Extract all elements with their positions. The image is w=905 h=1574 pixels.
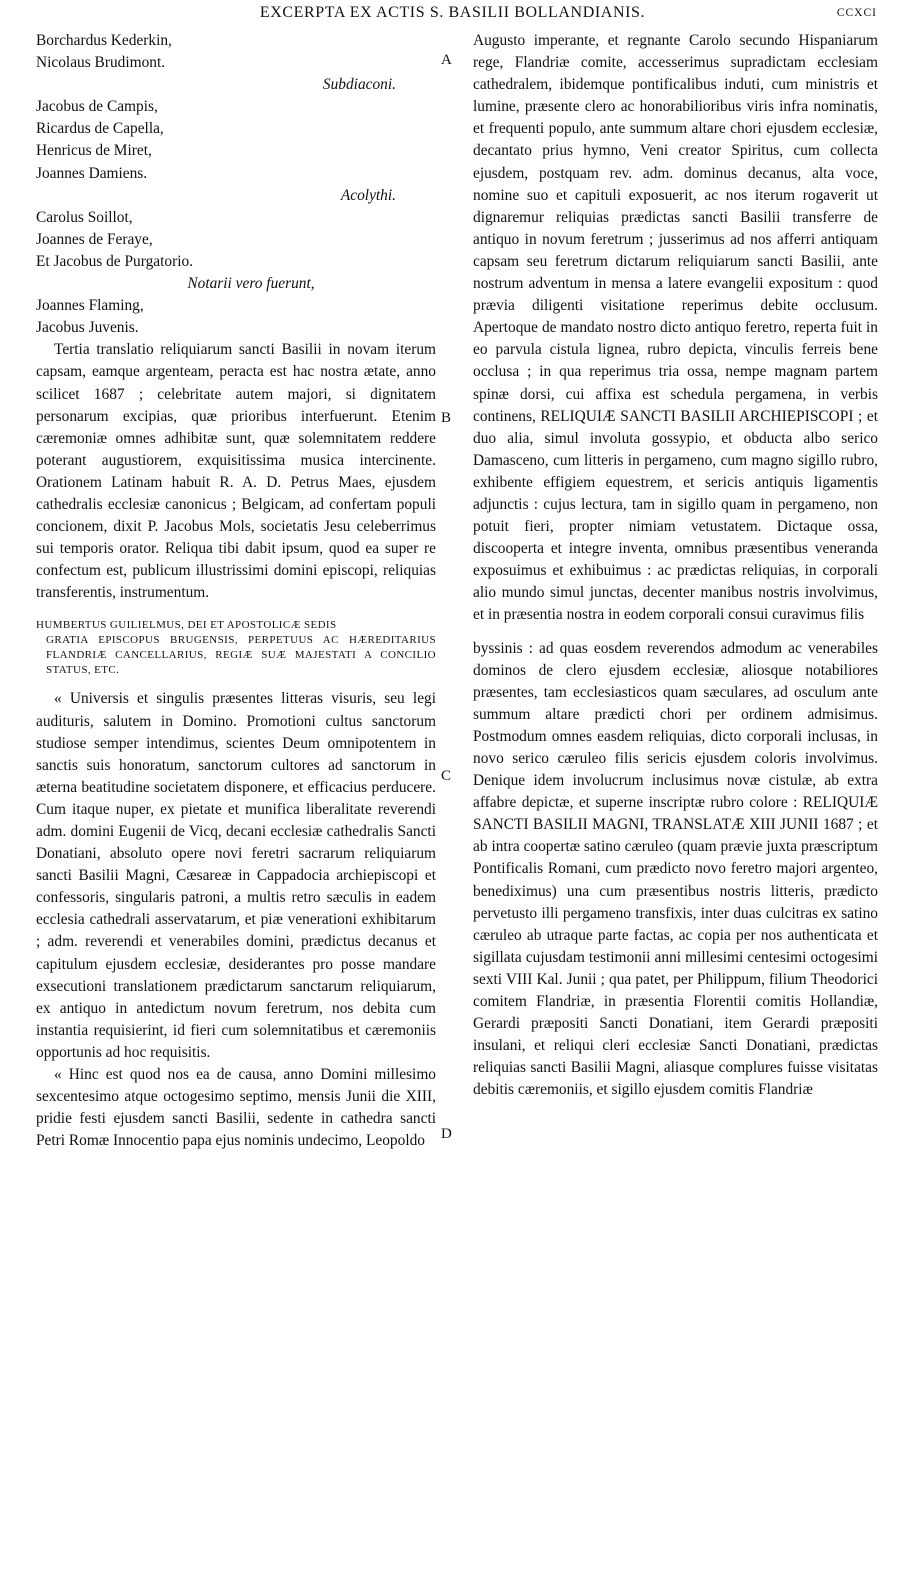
subdiaconi-heading: Subdiaconi. <box>322 76 396 94</box>
name-line: Jacobus de Campis, <box>36 98 158 116</box>
name-line: Joannes de Feraye, <box>36 230 153 248</box>
paragraph-universis: « Universis et singulis præsentes litteras visuris, seu legi audituris, salutem in Domino. Promotioni cultus sanctorum studiose semper intendimus, scientes Deum omnipotentem in sanctis suis honoratum, sanctorum cultores ad sanctorum in æterna beatitudine societatem disponere, et efficacius perducere. Cum itaque nuper, ex pietate et munifica liberalitate reverendi adm. domini Eugenii de Vicq, decani ecclesiæ cathedralis Sancti Donatiani, absoluto opere novi feretri sacrarum reliquiarum sancti Basilii Magni, Cæsareæ in Cappadocia archiepiscopi et confessoris, singularis patroni, a multis retro sæculis in eadem ecclesia cathedrali asservatarum, et piæ venerationi exhibitarum ; adm. reverendi et venerabiles domini, prædictus decanus et capitulum ejusdem ecclesiæ, desiderantes pro posse mandare exsecutioni translationem prædictarum sanctarum reliquiarum, ex antiquo in antedictum novum feretrum, nos debita cum instantia requisierint, id fieri cum solemnitatibus et cæremoniis opportunis ad hoc requisitis. <box>36 690 436 1061</box>
running-head: EXCERPTA EX ACTIS S. BASILII BOLLANDIANIS. <box>259 4 646 21</box>
margin-letter-c: C <box>441 768 452 784</box>
name-line: Ricardus de Capella, <box>36 120 164 138</box>
margin-letter-d: D <box>441 1126 452 1142</box>
name-line: Nicolaus Brudimont. <box>36 54 166 72</box>
margin-letter-a: A <box>441 52 452 68</box>
name-line: Jacobus Juvenis. <box>36 319 139 337</box>
column-break-spacer <box>473 627 878 638</box>
name-line: Carolus Soillot, <box>36 208 133 226</box>
name-line: Borchardus Kederkin, <box>36 32 172 49</box>
acolythi-heading: Acolythi. <box>340 186 396 204</box>
name-line: Joannes Flaming, <box>36 297 144 315</box>
page-header <box>0 4 905 26</box>
name-line: Henricus de Miret, <box>36 142 152 160</box>
episcopal-title-rest: GRATIA EPISCOPUS BRUGENSIS, PERPETUUS AC HÆREDITARIUS FLANDRIÆ CANCELLARIUS, REGIÆ SUÆ MAJESTATI A CONCILIO STATUS, ETC. <box>46 634 436 677</box>
right-column <box>473 30 878 1102</box>
name-line: Joannes Damiens. <box>36 164 148 182</box>
name-line: Et Jacobus de Purgatorio. <box>36 252 194 270</box>
notarii-heading: Notarii vero fuerunt, <box>187 275 315 293</box>
page-number: CCXCI <box>836 7 877 19</box>
episcopal-title <box>36 618 436 678</box>
paragraph-byssinis: byssinis : ad quas eosdem reverendos admodum ac venerabiles dominos de clero ejusdem ecclesiæ, aliosque notabiliores præsentes, tam ecclesiasticos quam sæculares, ad osculum ante summum altare prædicti chori per ordinem admisimus. Postmodum omnes easdem reliquias, dicto corporali inclusas, in novo serico cæruleo filis sericis ejusdem coloris involvimus. Denique idem involucrum inclusimus novæ cistulæ, ab extra affabre depictæ, et superne inscriptæ rubro colore : RELIQUIÆ SANCTI BASILII MAGNI, TRANSLATÆ XIII JUNII 1687 ; et ab intra coopertæ satino cæruleo (quam prævie juxta præscriptum Pontificalis Romani, cum prædicto novo feretro majori argenteo, benediximus) una cum præsentibus nostris litteris, prædicto pervetusto illi pergameno transfixis, inter duas culcitras ex satino cæruleo ab utraque parte factas, ac copia per nos authenticata et sigillata cujusdam testimonii anni millesimi centesimi octogesimi sexti VIII Kal. Junii ; qua patet, per Philippum, filium Theodorici comitem Flandriæ, in præsentia Florentii comitis Hollandiæ, Gerardi præpositi Sancti Donatiani, item Gerardi præpositi insulani, et reliqui cleri ecclesiæ Sancti Donatiani, prædictas reliquias sancti Basilii Magni, aliasque complures fuisse visitatas debitis cæremoniis, et sigillo ejusdem comitis Flandriæ <box>473 639 878 1099</box>
paragraph-tertia-translatio: Tertia translatio reliquiarum sancti Basilii in novam iterum capsam, eamque argenteam, peracta est hac nostra ætate, anno scilicet 1687 ; celebritate autem majori, si dignitatem personarum excipias, quæ prioribus interfuerunt. Etenim cæremoniæ omnes adhibitæ sunt, quæ solemnitatem reddere poterant augustiorem, exquisitissima musica intercinente. Orationem Latinam habuit R. A. D. Petrus Maes, ejusdem cathedralis ecclesiæ canonicus ; Belgicam, ad confertam populi concionem, dixit P. Jacobus Mols, societatis Jesu celeberrimus sui temporis orator. Reliqua tibi dabit ipsum, quod ea super re confectum est, publicum illustrissimi domini episcopi, reliquias transferentis, instrumentum. <box>36 341 436 602</box>
margin-letter-b: B <box>441 410 452 426</box>
episcopal-title-line: HUMBERTUS GUILIELMUS, DEI ET APOSTOLICÆ SEDIS <box>36 619 337 632</box>
paragraph-hinc: « Hinc est quod nos ea de causa, anno Domini millesimo sexcentesimo atque octogesimo septimo, mensis Junii die XIII, pridie festi ejusdem sancti Basilii, sedente in cathedra sancti Petri Romæ Innocentio papa ejus nominis undecimo, Leopoldo <box>36 1066 436 1150</box>
paragraph-continuation: Augusto imperante, et regnante Carolo secundo Hispaniarum rege, Flandriæ comite, accesserimus supradictam ecclesiam cathedralem, ibidemque pontificalibus induti, cum ministris et lumine, præsente clero ac honorabilioribus viris infra nominatis, et frequenti populo, ante summum altare chori ejusdem ecclesiæ, decantato prius hymno, Veni creator Spiritus, cum collecta ejusdem, postquam rev. adm. dominus decanus, alta voce, nomine suo et capituli exposuerit, ac nos iterum rogaverit ut dignaremur reliquias prædictas sancti Basilii transferre de antiquo in novum feretrum ; jusserimus ad nos afferri antiquam capsam seu feretrum dictarum reliquiarum sancti Basilii, ante nostrum adventum in mensa a latere evangelii expositum : quod prævia diligenti visitatione reperimus debite occlusum. Apertoque de mandato nostro dicto antiquo feretro, reperta fuit in eo parvula cistula lignea, rubro depicta, vinculis ferreis bene occlusa ; in qua reperimus tria ossa, nempe magnam partem spinæ dorsi, cui affixa est schedula pergamena, in verbis continens, RELIQUIÆ SANCTI BASILII ARCHIEPISCOPI ; et duo alia, simul involuta gossypio, et obducta albo serico Damasceno, cum litteris in pergameno, cum magno sigillo rubro, exhibente effigiem equestrem, et sericis antiquis ligamentis adjunctis : cujus lectura, tam in sigillo quam in pergameno, non potuit fieri, propter nimiam vetustatem. Dictaque ossa, discooperta et integre inventa, omnibus præsentibus veneranda exposuimus et exhibuimus : ac prædictas reliquias, in corporali alio mundo simul junctas, decenter manibus nostris involvimus, et in præsentia nostra in eodem corporali consui curavimus filis <box>473 32 878 624</box>
left-column <box>36 30 436 1152</box>
